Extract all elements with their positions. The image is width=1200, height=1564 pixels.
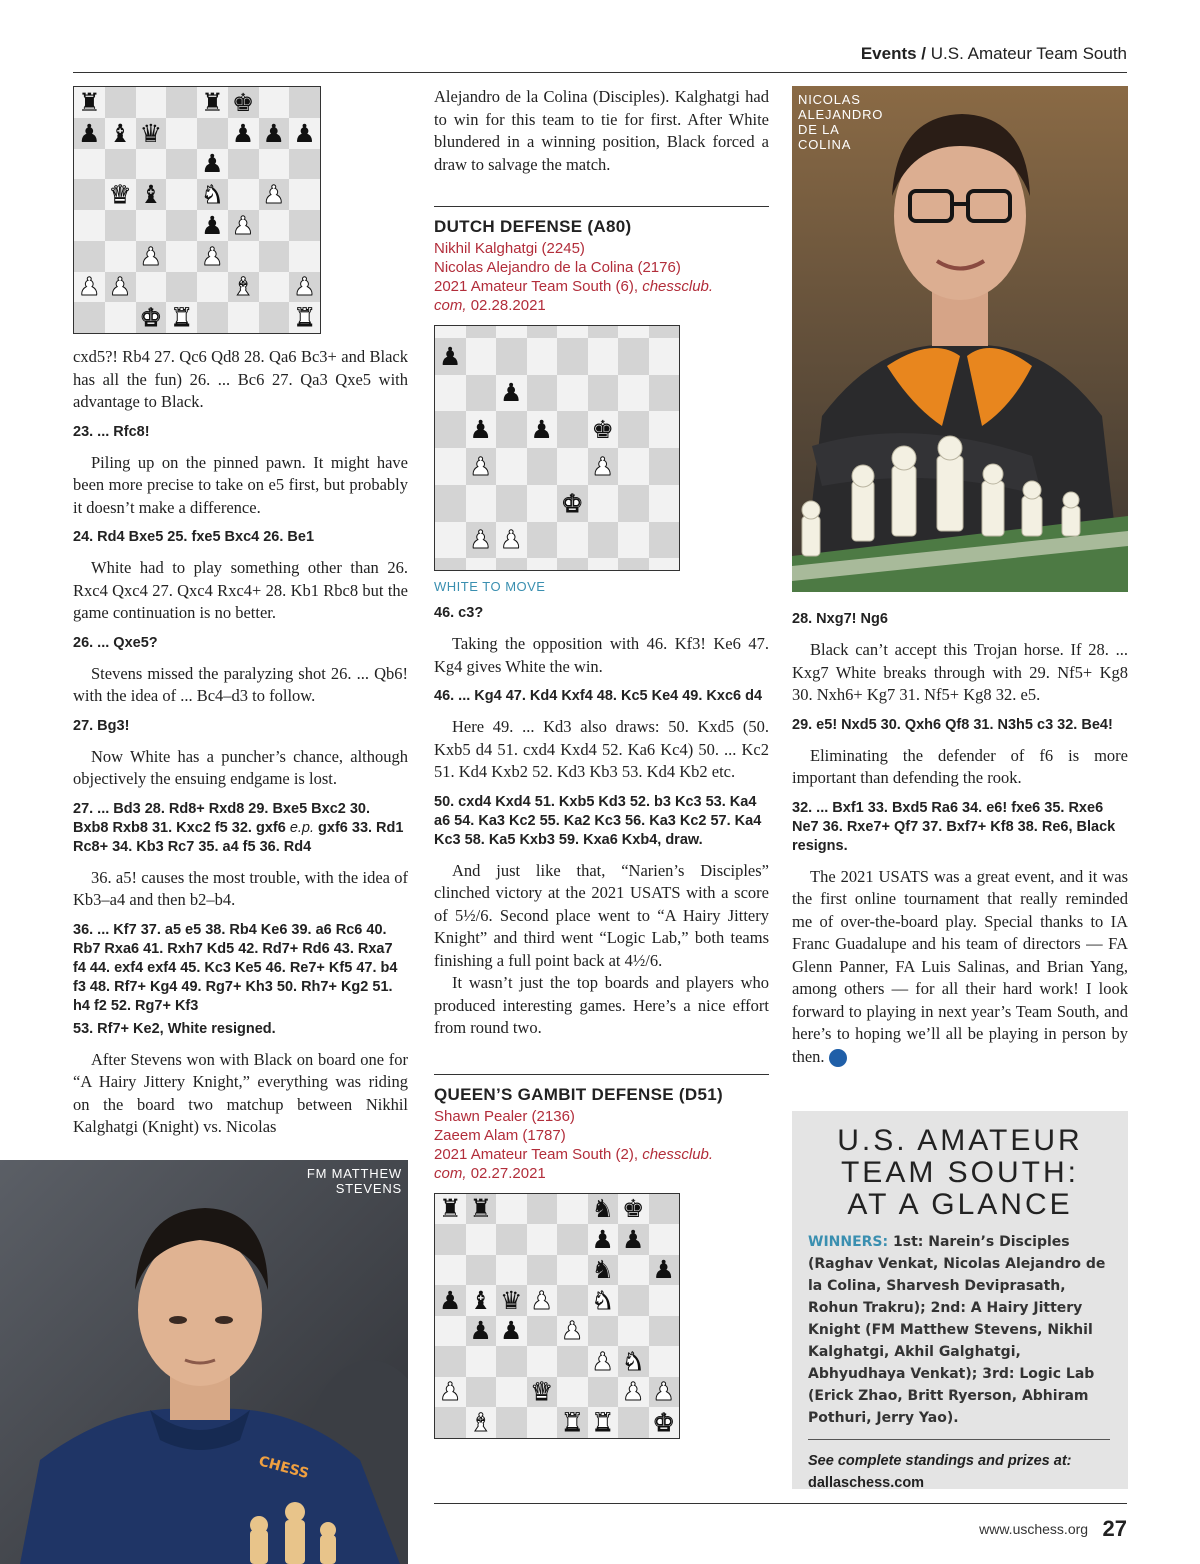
board-square xyxy=(259,241,290,272)
board-square xyxy=(649,1316,680,1347)
board-square xyxy=(466,558,497,570)
board-square xyxy=(649,485,680,522)
white-pawn-icon: ♟ xyxy=(289,272,320,303)
board-square xyxy=(466,338,497,375)
white-knight-icon: ♞ xyxy=(197,179,228,210)
glance-title xyxy=(792,1125,1128,1221)
board-square xyxy=(557,1285,588,1316)
board-square xyxy=(466,375,497,412)
board-square xyxy=(136,272,167,303)
board-square xyxy=(496,326,527,338)
board-square xyxy=(588,1377,619,1408)
paragraph: Here 49. ... Kd3 also draws: 50. Kxd5 (50. Kxb5 d4 51. cxd4 Kxd4 52. Ka6 Kc4) 50. ... Kc2 51. Kd4 Kxb2 52. Kd3 Kb3 53. Kd4 Kb2 etc. xyxy=(434,717,769,781)
paragraph: Stevens missed the paralyzing shot 26. ... Qb6! with the idea of ... Bc4–d3 to follow. xyxy=(73,663,408,705)
board-square xyxy=(166,87,197,118)
black-pawn-icon: ♟ xyxy=(435,338,466,375)
chess-diagram-1 xyxy=(73,86,321,334)
game-title: QUEEN’S GAMBIT DEFENSE (D51) xyxy=(434,1084,723,1104)
paragraph: And just like that, “Narien’s Disciples” clinched victory at the 2021 USATS with a score of 5½/6. Second place went to “A Hairy Jittery Knight” and third went “Logic Lab,” both teams finishing a full point back at 4½/6. xyxy=(434,860,769,970)
standings-text: See complete standings and prizes at: xyxy=(808,1453,1072,1469)
board-square xyxy=(259,149,290,180)
board-square xyxy=(649,1285,680,1316)
board-square xyxy=(228,149,259,180)
paragraph: White had to play something other than 26. Rxc4 Qxc4 27. Qxc4 Rxc4+ 28. Kb1 Rbc8 but the game continuation is no better. xyxy=(73,558,408,622)
board-square xyxy=(435,448,466,485)
board-square xyxy=(435,1255,466,1286)
board-square xyxy=(289,87,320,118)
black-pawn-icon: ♟ xyxy=(527,411,558,448)
board-square xyxy=(557,338,588,375)
black-pawn-icon: ♟ xyxy=(197,149,228,180)
black-knight-icon: ♞ xyxy=(588,1255,619,1286)
black-pawn-icon: ♟ xyxy=(74,118,105,149)
white-queen-icon: ♛ xyxy=(105,179,136,210)
board-square xyxy=(105,149,136,180)
black-king-icon: ♚ xyxy=(618,1194,649,1225)
board-square xyxy=(466,1346,497,1377)
black-pawn-icon: ♟ xyxy=(466,411,497,448)
paragraph: Black can’t accept this Trojan horse. If 28. ... Kxg7 White breaks through with 29. Nf5+ Kg8 30. Nxh6+ Kg7 31. Nf5+ Kg8 32. e5. xyxy=(792,640,1128,704)
white-pawn-icon: ♟ xyxy=(588,1346,619,1377)
board-square xyxy=(527,1407,558,1438)
board-square xyxy=(435,411,466,448)
board-square xyxy=(649,326,680,338)
move-text: 36. ... Kf7 37. a5 e5 38. Rb4 Ke6 39. a6 Rc6 40. Rb7 Rxa6 41. Rxh7 Kd5 42. Rd7+ Rd6 43. Rxa7 f4 44. exf4 exf4 45. Kc3 Ke5 46. Re7+ Kf5 47. b4 f3 48. Rf7+ Kg4 49. Rg7+ Kh3 50. Rh7+ Kg2 51. h4 f2 52. Rg7+ Kf3 xyxy=(73,921,398,1014)
white-king-icon: ♚ xyxy=(557,485,588,522)
board-square xyxy=(435,1346,466,1377)
paragraph: Taking the opposition with 46. Kf3! Ke6 47. Kg4 gives White the win. xyxy=(434,634,769,676)
winners-text xyxy=(808,1231,1110,1429)
board-square xyxy=(618,1255,649,1286)
board-square xyxy=(557,375,588,412)
board-square xyxy=(557,448,588,485)
caption-line: ALEJANDRO xyxy=(798,107,884,122)
black-player: Zaeem Alam (1787) xyxy=(434,1126,566,1144)
board-square xyxy=(496,448,527,485)
board-square xyxy=(618,522,649,559)
board-square xyxy=(649,558,680,570)
board-square xyxy=(74,210,105,241)
paragraph xyxy=(792,866,1128,1069)
caption-line: COLINA xyxy=(798,137,852,152)
game-event-cont xyxy=(434,1164,769,1183)
board-square xyxy=(649,1224,680,1255)
black-pawn-icon: ♟ xyxy=(197,210,228,241)
white-king-icon: ♚ xyxy=(136,302,167,333)
black-knight-icon: ♞ xyxy=(588,1194,619,1225)
footer-url[interactable]: www.uschess.org xyxy=(979,1521,1089,1537)
white-pawn-icon: ♟ xyxy=(527,1285,558,1316)
white-pawn-icon: ♟ xyxy=(259,179,290,210)
board-square xyxy=(74,149,105,180)
page-number: 27 xyxy=(1102,1516,1127,1541)
black-king-icon: ♚ xyxy=(228,87,259,118)
board-square xyxy=(496,1224,527,1255)
board-square xyxy=(649,375,680,412)
closing-text: The 2021 USATS was a great event, and it was the first online tournament that really reminded me of over-the-board play. Special thanks to IA Franc Guadalupe and his team of directors — FA Glenn Panner, FA Luis Salinas, and Brian Yang, among others — for all their hard work! I look forward to playing in next year’s Team South, and here’s to hoping we’ll all be playing in person by then. xyxy=(792,866,1128,1066)
board-square xyxy=(74,241,105,272)
event-site: chessclub. xyxy=(642,1145,714,1163)
board-square xyxy=(557,1194,588,1225)
black-rook-icon: ♜ xyxy=(74,87,105,118)
event-site: chessclub. xyxy=(642,278,714,295)
photo-caption xyxy=(798,92,883,152)
board-square xyxy=(618,448,649,485)
photo-matthew-stevens xyxy=(0,1160,408,1564)
board-square xyxy=(649,338,680,375)
board-square xyxy=(527,1194,558,1225)
board-square xyxy=(557,1255,588,1286)
white-bishop-icon: ♝ xyxy=(466,1407,497,1438)
board-square xyxy=(496,485,527,522)
board-square xyxy=(166,118,197,149)
game-header-qgd xyxy=(434,1074,769,1183)
board-square xyxy=(228,179,259,210)
glance-title-line: TEAM SOUTH: xyxy=(840,1156,1079,1189)
black-player: Nicolas Alejandro de la Colina (2176) xyxy=(434,259,681,276)
board-square xyxy=(105,302,136,333)
winners-list: 1st: Narein’s Disciples (Raghav Venkat, Nicolas Alejandro de la Colina, Sharvesh Deviprasath, Rohun Trakru); 2nd: A Hairy Jittery Knight (FM Matthew Stevens, Nikhil Kalghatgi, Akhil Galghatgi, Abhyudhaya Venkat); 3rd: Logic Lab (Erick Zhao, Britt Ryerson, Abhiram Pothuri, Jerry Yao). xyxy=(808,1234,1106,1426)
white-rook-icon: ♜ xyxy=(588,1407,619,1438)
game-header-dutch xyxy=(434,206,769,315)
game-info xyxy=(434,1107,769,1183)
white-pawn-icon: ♟ xyxy=(557,1316,588,1347)
move-text: 27. Bg3! xyxy=(73,717,130,734)
board-square xyxy=(166,272,197,303)
chess-diagram-3 xyxy=(434,1193,680,1439)
board-square xyxy=(435,1224,466,1255)
photo-nicolas-de-la-colina xyxy=(792,86,1128,592)
board-square xyxy=(197,302,228,333)
board-square xyxy=(435,326,466,338)
game-event xyxy=(434,277,769,296)
board-square xyxy=(496,1346,527,1377)
section-title: U.S. Amateur Team South xyxy=(930,44,1127,63)
board-square xyxy=(496,1407,527,1438)
caption-line: FM MATTHEW xyxy=(306,1166,402,1181)
white-knight-icon: ♞ xyxy=(618,1346,649,1377)
board-square xyxy=(435,522,466,559)
white-player: Nikhil Kalghatgi (2245) xyxy=(434,240,585,257)
move-text: 32. ... Bxf1 33. Bxd5 Ra6 34. e6! fxe6 35. Rxe6 Ne7 36. Rxe7+ Qf7 37. Bxf7+ Kf8 38. Re6, Black resigns. xyxy=(792,799,1116,854)
board-square xyxy=(289,210,320,241)
board-square xyxy=(557,558,588,570)
white-pawn-icon: ♟ xyxy=(618,1377,649,1408)
board-square xyxy=(136,210,167,241)
board-square xyxy=(466,326,497,338)
board-square xyxy=(527,375,558,412)
board-square xyxy=(105,87,136,118)
column-3 xyxy=(792,610,1128,1077)
white-bishop-icon: ♝ xyxy=(228,272,259,303)
winners-label: WINNERS: xyxy=(808,1234,889,1250)
white-knight-icon: ♞ xyxy=(588,1285,619,1316)
board-square xyxy=(527,485,558,522)
move-text: 24. Rd4 Bxe5 25. fxe5 Bxc4 26. Be1 xyxy=(73,529,315,545)
white-player: Shawn Pealer (2136) xyxy=(434,1107,575,1125)
white-pawn-icon: ♟ xyxy=(466,448,497,485)
board-square xyxy=(649,411,680,448)
paragraph: After Stevens won with Black on board one for “A Hairy Jittery Knight,” everything was riding on the board two matchup between Nikhil Kalghatgi (Knight) vs. Nicolas xyxy=(73,1049,408,1136)
game-event-cont xyxy=(434,296,769,315)
move-text: 53. Rf7+ Ke2, White resigned. xyxy=(73,1020,276,1037)
board-square xyxy=(496,1377,527,1408)
move-text-part: 27. ... Bd3 28. Rd8+ Rxd8 29. Bxe5 Bxc2 30. Bxb8 Rxb8 31. Kxc2 f5 32. gxf6 xyxy=(73,800,371,836)
white-pawn-icon: ♟ xyxy=(105,272,136,303)
board-square xyxy=(618,558,649,570)
board-square xyxy=(259,210,290,241)
board-square xyxy=(105,210,136,241)
white-pawn-icon: ♟ xyxy=(228,210,259,241)
board-square xyxy=(527,1255,558,1286)
move-text xyxy=(73,800,408,857)
end-mark-icon: i xyxy=(829,1049,847,1067)
board-square xyxy=(557,522,588,559)
event-site: com, xyxy=(434,297,467,314)
white-rook-icon: ♜ xyxy=(166,302,197,333)
board-square xyxy=(649,1346,680,1377)
white-rook-icon: ♜ xyxy=(289,302,320,333)
paragraph: Now White has a puncher’s chance, although objectively the ensuing endgame is lost. xyxy=(73,746,408,788)
black-bishop-icon: ♝ xyxy=(466,1285,497,1316)
board-square xyxy=(618,375,649,412)
board-square xyxy=(588,485,619,522)
game-title: DUTCH DEFENSE (A80) xyxy=(434,217,632,236)
black-rook-icon: ♜ xyxy=(435,1194,466,1225)
board-square xyxy=(557,1377,588,1408)
white-king-icon: ♚ xyxy=(649,1407,680,1438)
event-date: 02.27.2021 xyxy=(470,1164,546,1182)
board-square xyxy=(136,87,167,118)
board-square xyxy=(649,448,680,485)
board-square xyxy=(466,485,497,522)
black-pawn-icon: ♟ xyxy=(228,118,259,149)
board-square xyxy=(259,302,290,333)
board-square xyxy=(496,411,527,448)
board-square xyxy=(197,272,228,303)
black-rook-icon: ♜ xyxy=(197,87,228,118)
board-square xyxy=(166,179,197,210)
en-passant-note: e.p. xyxy=(289,819,314,836)
black-pawn-icon: ♟ xyxy=(496,1316,527,1347)
board-square xyxy=(588,522,619,559)
board-square xyxy=(588,1316,619,1347)
move-text: 46. ... Kg4 47. Kd4 Kxf4 48. Kc5 Ke4 49. Kxc6 d4 xyxy=(434,688,763,704)
black-pawn-icon: ♟ xyxy=(618,1224,649,1255)
move-text: 50. cxd4 Kxd4 51. Kxb5 Kd3 52. b3 Kc3 53. Ka4 a6 54. Ka3 Kc2 55. Ka2 Kc3 56. Ka3 Kc2 57. Ka4 Kc3 58. Ka5 Kxb3 59. Kxa6 Kxb4, draw. xyxy=(434,793,762,848)
black-pawn-icon: ♟ xyxy=(289,118,320,149)
board-square xyxy=(289,241,320,272)
white-rook-icon: ♜ xyxy=(557,1407,588,1438)
board-square xyxy=(259,87,290,118)
black-queen-icon: ♛ xyxy=(496,1285,527,1316)
move-text: 46. c3? xyxy=(434,605,484,621)
board-square xyxy=(527,558,558,570)
move-text: 26. ... Qxe5? xyxy=(73,634,158,651)
board-square xyxy=(618,1407,649,1438)
board-square xyxy=(74,179,105,210)
glance-title-line: U.S. AMATEUR xyxy=(837,1124,1083,1157)
page-footer xyxy=(979,1516,1127,1542)
black-rook-icon: ♜ xyxy=(466,1194,497,1225)
caption-line: DE LA xyxy=(798,122,840,137)
photo-caption xyxy=(307,1166,402,1196)
board-square xyxy=(74,302,105,333)
white-pawn-icon: ♟ xyxy=(466,522,497,559)
black-bishop-icon: ♝ xyxy=(105,118,136,149)
board-square xyxy=(228,302,259,333)
caption-line: NICOLAS xyxy=(798,92,861,107)
diagram-caption: WHITE TO MOVE xyxy=(434,579,546,594)
black-pawn-icon: ♟ xyxy=(496,375,527,412)
white-pawn-icon: ♟ xyxy=(496,522,527,559)
paragraph: 36. a5! causes the most trouble, with the idea of Kb3–a4 and then b2–b4. xyxy=(73,867,408,909)
board-square xyxy=(289,179,320,210)
board-square xyxy=(496,338,527,375)
board-square xyxy=(618,1316,649,1347)
board-square xyxy=(136,149,167,180)
white-queen-icon: ♛ xyxy=(527,1377,558,1408)
white-pawn-icon: ♟ xyxy=(74,272,105,303)
board-square xyxy=(557,326,588,338)
board-square xyxy=(527,338,558,375)
event-date: 02.28.2021 xyxy=(470,297,546,314)
black-pawn-icon: ♟ xyxy=(435,1285,466,1316)
caption-line: STEVENS xyxy=(335,1181,402,1196)
board-square xyxy=(289,149,320,180)
board-square xyxy=(527,448,558,485)
standings-note xyxy=(808,1450,1110,1494)
paragraph: Alejandro de la Colina (Disciples). Kalghatgi had to win for this team to tie for first. After White blundered in a winning position, Black forced a draw to salvage the match. xyxy=(434,87,769,174)
black-pawn-icon: ♟ xyxy=(588,1224,619,1255)
board-square xyxy=(618,338,649,375)
board-square xyxy=(527,1224,558,1255)
event-name: 2021 Amateur Team South (6), xyxy=(434,278,639,295)
board-square xyxy=(105,241,136,272)
board-square xyxy=(228,241,259,272)
board-square xyxy=(435,485,466,522)
board-square xyxy=(527,1346,558,1377)
white-pawn-icon: ♟ xyxy=(197,241,228,272)
board-square xyxy=(649,522,680,559)
event-site: com, xyxy=(434,1164,467,1182)
move-text: 23. ... Rfc8! xyxy=(73,423,150,440)
paragraph: Piling up on the pinned pawn. It might have been more precise to take on e5 first, but probably it doesn’t make a difference. xyxy=(73,452,408,517)
board-square xyxy=(588,375,619,412)
board-square xyxy=(496,1194,527,1225)
board-square xyxy=(435,1316,466,1347)
glance-title-line: AT A GLANCE xyxy=(847,1188,1073,1221)
board-square xyxy=(557,1224,588,1255)
board-square xyxy=(618,485,649,522)
svg-text:CHESS: CHESS xyxy=(256,1453,311,1483)
board-square xyxy=(618,411,649,448)
board-square xyxy=(618,1285,649,1316)
black-king-icon: ♚ xyxy=(588,411,619,448)
black-pawn-icon: ♟ xyxy=(649,1255,680,1286)
paragraph: cxd5?! Rb4 27. Qc6 Qd8 28. Qa6 Bc3+ and Black has all the fun) 26. ... Bc6 27. Qa3 Qxe5 with advantage to Black. xyxy=(73,347,408,411)
column-2 xyxy=(434,86,769,1439)
white-pawn-icon: ♟ xyxy=(136,241,167,272)
paragraph: Eliminating the defender of f6 is more important than defending the rook. xyxy=(792,745,1128,787)
move-text: 28. Nxg7! Ng6 xyxy=(792,611,888,627)
board-square xyxy=(435,1407,466,1438)
divider xyxy=(808,1439,1110,1440)
board-square xyxy=(435,375,466,412)
black-queen-icon: ♛ xyxy=(136,118,167,149)
chess-diagram-2 xyxy=(434,325,680,571)
board-square xyxy=(588,338,619,375)
white-pawn-icon: ♟ xyxy=(435,1377,466,1408)
board-square xyxy=(259,272,290,303)
black-pawn-icon: ♟ xyxy=(259,118,290,149)
section-label: Events / xyxy=(860,44,927,63)
board-square xyxy=(496,1255,527,1286)
board-square xyxy=(466,1377,497,1408)
white-pawn-icon: ♟ xyxy=(649,1377,680,1408)
black-pawn-icon: ♟ xyxy=(466,1316,497,1347)
white-pawn-icon: ♟ xyxy=(588,448,619,485)
board-square xyxy=(166,149,197,180)
move-text: 29. e5! Nxd5 30. Qxh6 Qf8 31. N3h5 c3 32. Be4! xyxy=(792,716,1113,733)
standings-link[interactable]: dallaschess.com xyxy=(808,1475,925,1491)
photo-illustration xyxy=(0,1160,408,1564)
board-square xyxy=(557,411,588,448)
page-header xyxy=(73,44,1127,73)
footer-divider xyxy=(434,1503,1127,1504)
board-square xyxy=(496,558,527,570)
at-a-glance-box xyxy=(792,1111,1128,1489)
board-square xyxy=(166,210,197,241)
game-info xyxy=(434,239,769,315)
move-text-part: gxf6 33. Rd1 Rc8+ 34. Kb3 Rc7 35. a4 f5 36. Rd4 xyxy=(73,819,404,855)
board-square xyxy=(435,558,466,570)
photo-illustration xyxy=(792,86,1128,592)
board-square xyxy=(197,118,228,149)
board-square xyxy=(649,1194,680,1225)
board-square xyxy=(466,1224,497,1255)
board-square xyxy=(466,1255,497,1286)
board-square xyxy=(527,1316,558,1347)
board-square xyxy=(557,1346,588,1377)
column-1 xyxy=(73,86,408,1148)
paragraph: It wasn’t just the top boards and players who produced interesting games. Here’s a nice effort from round two. xyxy=(434,973,769,1037)
board-square xyxy=(588,326,619,338)
board-square xyxy=(527,522,558,559)
board-square xyxy=(588,558,619,570)
black-bishop-icon: ♝ xyxy=(136,179,167,210)
board-square xyxy=(527,326,558,338)
game-event xyxy=(434,1145,769,1164)
event-name: 2021 Amateur Team South (2), xyxy=(434,1145,639,1163)
board-square xyxy=(618,326,649,338)
board-square xyxy=(166,241,197,272)
